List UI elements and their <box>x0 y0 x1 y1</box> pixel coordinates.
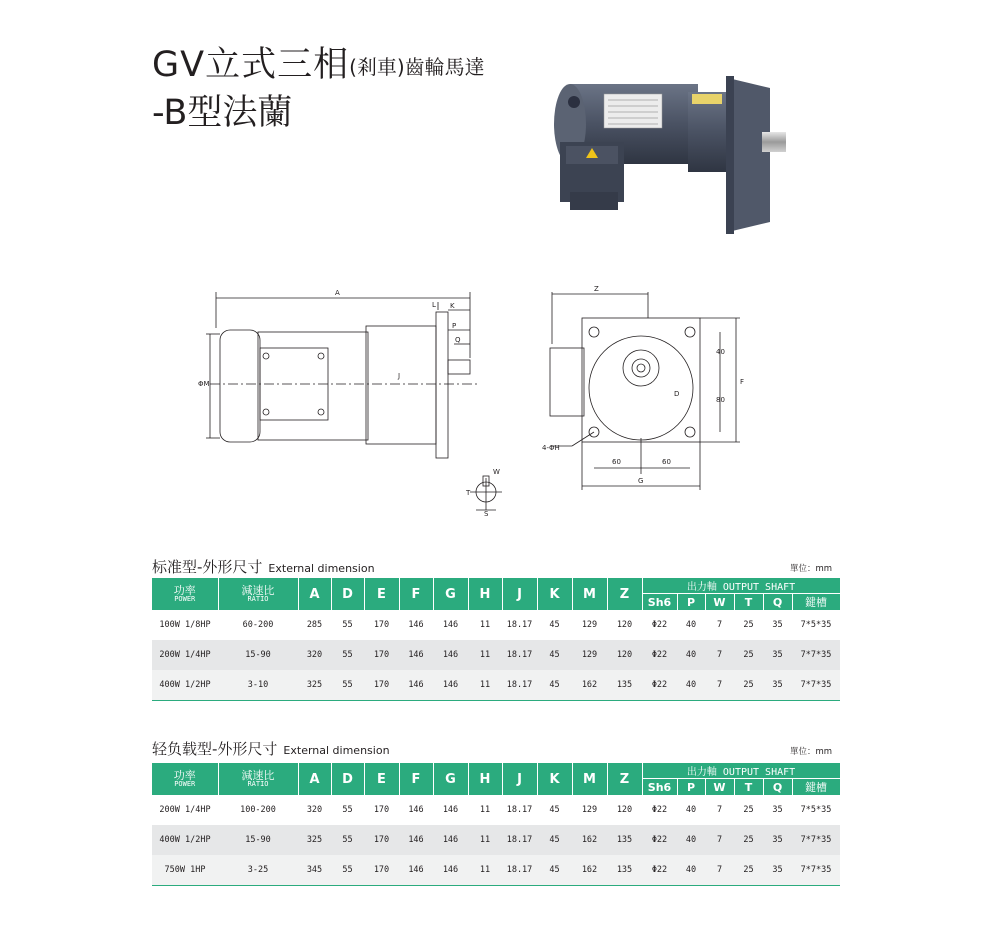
table-cell: 45 <box>537 825 572 855</box>
product-title-line2: -B型法蘭 <box>152 93 293 133</box>
table-cell: 11 <box>468 795 502 825</box>
label-40: 40 <box>716 348 725 356</box>
col-header-W: W <box>705 594 734 611</box>
table-cell: 146 <box>399 610 433 640</box>
table-cell: 120 <box>607 640 642 670</box>
dimension-drawing <box>180 278 780 528</box>
label-80: 80 <box>716 396 725 404</box>
table-cell: 146 <box>399 640 433 670</box>
table-cell: 325 <box>298 670 331 701</box>
table-cell: 55 <box>331 640 364 670</box>
col-header-A: A <box>298 763 331 795</box>
section-title-light-load <box>152 738 390 759</box>
table-cell: 135 <box>607 855 642 886</box>
table-cell: 400W 1/2HP <box>152 825 218 855</box>
table-cell: 55 <box>331 795 364 825</box>
table-cell: 400W 1/2HP <box>152 670 218 701</box>
section-title-standard <box>152 556 375 577</box>
table-cell: 170 <box>364 670 399 701</box>
table-body <box>152 795 840 886</box>
table-cell: 7 <box>705 825 734 855</box>
table-cell: 170 <box>364 795 399 825</box>
col-header-P: P <box>677 779 705 796</box>
table-cell: 129 <box>572 640 607 670</box>
table-cell: 7*7*35 <box>792 670 840 701</box>
table-cell: 146 <box>433 825 468 855</box>
table-cell: Φ22 <box>642 610 677 640</box>
table-cell: 170 <box>364 855 399 886</box>
table-cell: 170 <box>364 825 399 855</box>
table-cell: 40 <box>677 640 705 670</box>
col-header-Sh6: Sh6 <box>642 779 677 796</box>
col-header-keyway: 鍵槽 <box>792 594 840 611</box>
table-cell: 135 <box>607 670 642 701</box>
table-cell: 120 <box>607 610 642 640</box>
table-cell: 55 <box>331 855 364 886</box>
unit-label: 單位：mm <box>790 564 833 574</box>
table-cell: 18.17 <box>502 670 537 701</box>
label-F: F <box>740 378 745 386</box>
section-title-en: External dimension <box>268 562 375 575</box>
table-cell: 146 <box>433 855 468 886</box>
table-cell: 40 <box>677 610 705 640</box>
col-header-keyway: 鍵槽 <box>792 779 840 796</box>
table-cell: 162 <box>572 825 607 855</box>
table-cell: 170 <box>364 640 399 670</box>
label-W: W <box>493 468 500 476</box>
table-cell: 35 <box>763 640 792 670</box>
table-cell: 15-90 <box>218 825 298 855</box>
title-tail: 齒輪馬達 <box>404 55 485 79</box>
table-cell: 11 <box>468 610 502 640</box>
col-header-J: J <box>502 578 537 610</box>
table-cell: 146 <box>399 855 433 886</box>
col-header-E: E <box>364 763 399 795</box>
table-cell: 15-90 <box>218 640 298 670</box>
label-L: L <box>432 301 436 309</box>
table-cell: 146 <box>399 670 433 701</box>
col-header-D: D <box>331 578 364 610</box>
col-header-Q: Q <box>763 779 792 796</box>
table-cell: 18.17 <box>502 610 537 640</box>
table-cell: 25 <box>734 670 763 701</box>
table-cell: 146 <box>399 795 433 825</box>
table-cell: 7 <box>705 670 734 701</box>
col-header-ratio: 減速比 RATIO <box>218 578 298 610</box>
table-cell: 100W 1/8HP <box>152 610 218 640</box>
table-body <box>152 610 840 701</box>
table-cell: 135 <box>607 825 642 855</box>
col-header-power: 功率 POWER <box>152 763 218 795</box>
section-title-cn: 标准型-外形尺寸 <box>152 558 263 576</box>
table-cell: 25 <box>734 825 763 855</box>
col-header-output-shaft: 出力軸 OUTPUT SHAFT <box>642 763 840 779</box>
table-cell: Φ22 <box>642 670 677 701</box>
table-cell: 35 <box>763 825 792 855</box>
table-row <box>152 825 840 855</box>
table-cell: 3-10 <box>218 670 298 701</box>
col-header-W: W <box>705 779 734 796</box>
unit-label: 單位：mm <box>790 747 833 757</box>
gear-motor-photo <box>548 72 788 242</box>
table-row <box>152 640 840 670</box>
table-cell: 7 <box>705 795 734 825</box>
table-cell: 285 <box>298 610 331 640</box>
col-header-T: T <box>734 594 763 611</box>
table-cell: 18.17 <box>502 855 537 886</box>
col-header-F: F <box>399 763 433 795</box>
label-A: A <box>335 289 340 297</box>
table-cell: 7*7*35 <box>792 855 840 886</box>
col-header-J: J <box>502 763 537 795</box>
table-cell: Φ22 <box>642 825 677 855</box>
table-cell: 7*5*35 <box>792 610 840 640</box>
table-cell: 55 <box>331 825 364 855</box>
table-cell: 345 <box>298 855 331 886</box>
label-G: G <box>638 477 644 485</box>
col-header-output-shaft: 出力軸 OUTPUT SHAFT <box>642 578 840 594</box>
col-header-Sh6: Sh6 <box>642 594 677 611</box>
col-header-M: M <box>572 578 607 610</box>
title-brake-note: (剎車) <box>349 55 405 79</box>
label-phiH: 4-ΦH <box>542 444 560 452</box>
label-phiM: ΦM <box>198 380 210 388</box>
col-header-Z: Z <box>607 578 642 610</box>
table-cell: 55 <box>331 670 364 701</box>
table-cell: 100-200 <box>218 795 298 825</box>
table-cell: 25 <box>734 640 763 670</box>
table-cell: 18.17 <box>502 825 537 855</box>
table-cell: 35 <box>763 670 792 701</box>
table-cell: 325 <box>298 825 331 855</box>
col-header-M: M <box>572 763 607 795</box>
dimension-table-light-load <box>152 763 841 886</box>
table-cell: 7*7*35 <box>792 640 840 670</box>
table-cell: 7*5*35 <box>792 795 840 825</box>
table-row <box>152 795 840 825</box>
table-row <box>152 610 840 640</box>
label-60b: 60 <box>662 458 671 466</box>
label-P: P <box>452 322 457 330</box>
table-cell: 750W 1HP <box>152 855 218 886</box>
col-header-Z: Z <box>607 763 642 795</box>
table-cell: 7 <box>705 610 734 640</box>
table-cell: 3-25 <box>218 855 298 886</box>
col-header-G: G <box>433 578 468 610</box>
col-header-D: D <box>331 763 364 795</box>
table-cell: 11 <box>468 640 502 670</box>
table-cell: 129 <box>572 610 607 640</box>
table-cell: 200W 1/4HP <box>152 795 218 825</box>
table-cell: 25 <box>734 855 763 886</box>
col-header-K: K <box>537 578 572 610</box>
col-header-Q: Q <box>763 594 792 611</box>
table-cell: 162 <box>572 855 607 886</box>
table-cell: 320 <box>298 795 331 825</box>
col-header-H: H <box>468 763 502 795</box>
col-header-K: K <box>537 763 572 795</box>
table-cell: 120 <box>607 795 642 825</box>
label-Z: Z <box>594 285 599 293</box>
table-cell: 45 <box>537 610 572 640</box>
table-cell: 7 <box>705 855 734 886</box>
table-cell: Φ22 <box>642 640 677 670</box>
col-header-H: H <box>468 578 502 610</box>
table-cell: 40 <box>677 670 705 701</box>
col-header-T: T <box>734 779 763 796</box>
col-header-ratio: 減速比 RATIO <box>218 763 298 795</box>
table-cell: 146 <box>433 640 468 670</box>
table-cell: 162 <box>572 670 607 701</box>
col-header-P: P <box>677 594 705 611</box>
product-title-line1 <box>152 45 485 85</box>
table-cell: 11 <box>468 670 502 701</box>
table-cell: 55 <box>331 610 364 640</box>
col-header-power: 功率 POWER <box>152 578 218 610</box>
table-cell: 146 <box>433 610 468 640</box>
label-K: K <box>450 302 455 310</box>
table-cell: 320 <box>298 640 331 670</box>
table-cell: 45 <box>537 795 572 825</box>
table-cell: 146 <box>433 795 468 825</box>
table-cell: 146 <box>399 825 433 855</box>
table-cell: 35 <box>763 610 792 640</box>
table-row <box>152 670 840 701</box>
table-row <box>152 855 840 886</box>
table-cell: 45 <box>537 855 572 886</box>
table-cell: 25 <box>734 795 763 825</box>
table-cell: Φ22 <box>642 795 677 825</box>
section-title-en: External dimension <box>283 744 390 757</box>
table-cell: 7 <box>705 640 734 670</box>
label-Q: Q <box>455 336 461 344</box>
table-cell: 170 <box>364 610 399 640</box>
table-cell: 35 <box>763 855 792 886</box>
dimension-table-standard <box>152 578 841 701</box>
table-cell: 129 <box>572 795 607 825</box>
col-header-A: A <box>298 578 331 610</box>
table-cell: 60-200 <box>218 610 298 640</box>
table-cell: 18.17 <box>502 795 537 825</box>
label-J: J <box>398 372 401 380</box>
col-header-F: F <box>399 578 433 610</box>
table-cell: 11 <box>468 855 502 886</box>
label-60a: 60 <box>612 458 621 466</box>
label-T: T <box>466 489 471 497</box>
col-header-G: G <box>433 763 468 795</box>
section-title-cn: 轻负载型-外形尺寸 <box>152 740 278 758</box>
table-cell: 18.17 <box>502 640 537 670</box>
table-cell: Φ22 <box>642 855 677 886</box>
table-cell: 35 <box>763 795 792 825</box>
table-cell: 45 <box>537 670 572 701</box>
table-cell: 146 <box>433 670 468 701</box>
label-S: S <box>484 510 489 518</box>
table-cell: 11 <box>468 825 502 855</box>
table-cell: 40 <box>677 855 705 886</box>
table-cell: 45 <box>537 640 572 670</box>
table-cell: 40 <box>677 795 705 825</box>
table-cell: 25 <box>734 610 763 640</box>
label-D: D <box>674 390 680 398</box>
title-main: GV立式三相 <box>152 45 350 85</box>
table-cell: 200W 1/4HP <box>152 640 218 670</box>
table-cell: 40 <box>677 825 705 855</box>
col-header-E: E <box>364 578 399 610</box>
table-cell: 7*7*35 <box>792 825 840 855</box>
